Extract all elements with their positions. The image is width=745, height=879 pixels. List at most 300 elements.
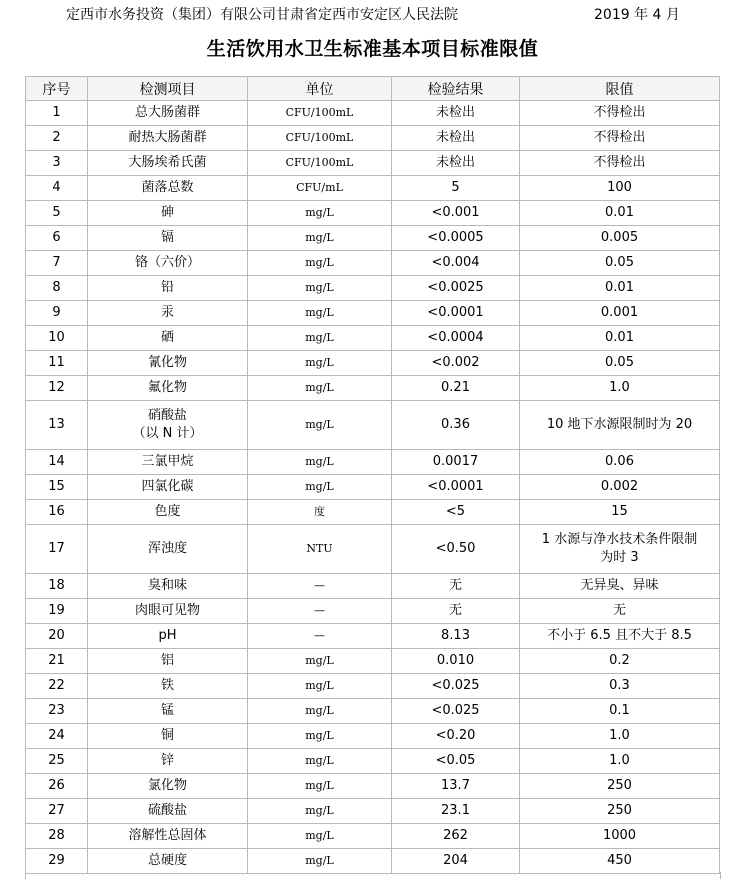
cell-no-text: 10 xyxy=(48,330,65,345)
cell-no xyxy=(26,126,88,151)
table-row xyxy=(26,824,720,849)
cell-item xyxy=(88,624,248,649)
table-row xyxy=(26,301,720,326)
cell-unit-text: mg/L xyxy=(305,356,334,369)
page-title: 生活饮用水卫生标准基本项目标准限值 xyxy=(206,38,539,60)
cell-limit xyxy=(520,450,720,475)
cell-item xyxy=(88,749,248,774)
cell-item xyxy=(88,525,248,574)
cell-result-text: 未检出 xyxy=(435,130,475,145)
cell-item-text: 硒 xyxy=(160,330,174,345)
cell-result xyxy=(392,749,520,774)
cell-limit-text: 无异臭、异味 xyxy=(580,578,659,593)
cell-unit-text: mg/L xyxy=(305,854,334,867)
cell-no-text: 29 xyxy=(48,853,65,868)
cell-item xyxy=(88,276,248,301)
cell-limit xyxy=(520,624,720,649)
cell-no xyxy=(26,475,88,500)
cell-limit-text: 1.0 xyxy=(609,753,630,768)
cell-limit xyxy=(520,699,720,724)
cell-no xyxy=(26,176,88,201)
cell-result-text: 5 xyxy=(451,180,460,195)
cell-limit xyxy=(520,674,720,699)
cell-result xyxy=(392,500,520,525)
cell-no xyxy=(26,799,88,824)
cell-item-text: 锰 xyxy=(160,703,174,718)
cell-result xyxy=(392,724,520,749)
cell-result-text: <0.0025 xyxy=(427,280,484,295)
cell-no xyxy=(26,749,88,774)
table-row xyxy=(26,574,720,599)
cell-result-text: <0.001 xyxy=(431,205,480,220)
cell-limit-text: 1 水源与净水技术条件限制 xyxy=(541,532,698,547)
cell-unit xyxy=(248,450,392,475)
cell-no xyxy=(26,351,88,376)
cell-item-text: 铜 xyxy=(160,728,174,743)
cell-result xyxy=(392,376,520,401)
cell-unit-text: mg/L xyxy=(305,231,334,244)
cell-no-text: 9 xyxy=(52,305,61,320)
cell-no xyxy=(26,574,88,599)
table-row xyxy=(26,674,720,699)
cell-item-text: 锌 xyxy=(160,753,174,768)
cell-no xyxy=(26,774,88,799)
cell-unit-text: NTU xyxy=(306,542,333,555)
cell-limit xyxy=(520,749,720,774)
cell-item xyxy=(88,101,248,126)
cell-limit-text: 0.05 xyxy=(605,355,634,370)
cell-limit-text: 0.01 xyxy=(605,280,634,295)
cell-limit xyxy=(520,276,720,301)
cell-unit xyxy=(248,475,392,500)
cell-unit xyxy=(248,301,392,326)
table-row xyxy=(26,599,720,624)
cell-item-text: 硫酸盐 xyxy=(147,803,187,818)
cell-unit xyxy=(248,749,392,774)
cell-result xyxy=(392,624,520,649)
cell-limit xyxy=(520,599,720,624)
table-continuation-edge xyxy=(25,872,721,879)
cell-item xyxy=(88,176,248,201)
cell-limit xyxy=(520,376,720,401)
cell-result-text: <0.004 xyxy=(431,255,480,270)
cell-item xyxy=(88,251,248,276)
cell-item-text: 大肠埃希氏菌 xyxy=(128,155,207,170)
cell-unit-text: — xyxy=(314,604,325,617)
cell-no-text: 22 xyxy=(48,678,65,693)
cell-limit xyxy=(520,326,720,351)
cell-limit-text: 0.01 xyxy=(605,205,634,220)
cell-result xyxy=(392,351,520,376)
cell-unit xyxy=(248,276,392,301)
cell-limit xyxy=(520,574,720,599)
cell-unit-text: mg/L xyxy=(305,804,334,817)
cell-result-text: 23.1 xyxy=(441,803,470,818)
cell-no-text: 5 xyxy=(52,205,61,220)
cell-no xyxy=(26,401,88,450)
cell-result xyxy=(392,799,520,824)
cell-limit xyxy=(520,201,720,226)
cell-item xyxy=(88,226,248,251)
cell-limit xyxy=(520,824,720,849)
cell-result xyxy=(392,276,520,301)
cell-result xyxy=(392,101,520,126)
cell-item xyxy=(88,649,248,674)
cell-item-text: 汞 xyxy=(160,305,174,320)
cell-unit xyxy=(248,599,392,624)
cell-unit-text: mg/L xyxy=(305,704,334,717)
cell-no-text: 7 xyxy=(52,255,61,270)
cell-limit-text: 1000 xyxy=(602,828,637,843)
column-header-item: 检测项目 xyxy=(88,77,248,101)
column-header-no: 序号 xyxy=(26,77,88,101)
table-row xyxy=(26,276,720,301)
cell-no xyxy=(26,201,88,226)
cell-no xyxy=(26,849,88,874)
cell-unit xyxy=(248,849,392,874)
cell-item xyxy=(88,201,248,226)
cell-no-text: 2 xyxy=(52,130,61,145)
cell-no xyxy=(26,276,88,301)
cell-no-text: 23 xyxy=(48,703,65,718)
cell-result-text: 0.36 xyxy=(441,417,470,432)
table-row xyxy=(26,126,720,151)
cell-unit-text: mg/L xyxy=(305,455,334,468)
cell-result xyxy=(392,450,520,475)
table-row xyxy=(26,724,720,749)
cell-unit xyxy=(248,226,392,251)
cell-unit xyxy=(248,401,392,450)
cell-result xyxy=(392,251,520,276)
cell-result xyxy=(392,849,520,874)
cell-no xyxy=(26,824,88,849)
cell-limit xyxy=(520,724,720,749)
cell-unit xyxy=(248,674,392,699)
cell-result-text: <0.002 xyxy=(431,355,480,370)
cell-limit xyxy=(520,849,720,874)
cell-result xyxy=(392,774,520,799)
cell-result xyxy=(392,151,520,176)
table-row xyxy=(26,376,720,401)
cell-item xyxy=(88,699,248,724)
cell-no-text: 13 xyxy=(48,417,65,432)
cell-limit xyxy=(520,151,720,176)
table-row xyxy=(26,226,720,251)
cell-item-text: 铝 xyxy=(160,653,174,668)
cell-unit-text: mg/L xyxy=(305,754,334,767)
column-header-limit: 限值 xyxy=(520,77,720,101)
cell-result-text: 13.7 xyxy=(441,778,470,793)
cell-item xyxy=(88,301,248,326)
cell-item-text: 三氯甲烷 xyxy=(141,454,194,469)
cell-unit xyxy=(248,376,392,401)
table-row xyxy=(26,799,720,824)
cell-no xyxy=(26,301,88,326)
cell-result-text: 未检出 xyxy=(435,105,475,120)
table-row xyxy=(26,101,720,126)
cell-unit-text: mg/L xyxy=(305,779,334,792)
cell-limit-text: 0.05 xyxy=(605,255,634,270)
cell-item xyxy=(88,824,248,849)
cell-result-text: <0.0001 xyxy=(427,305,484,320)
cell-no xyxy=(26,624,88,649)
cell-limit-text-line2: 为时 3 xyxy=(600,550,639,565)
cell-unit-text: mg/L xyxy=(305,306,334,319)
cell-no xyxy=(26,599,88,624)
cell-no-text: 18 xyxy=(48,578,65,593)
cell-no-text: 11 xyxy=(48,355,65,370)
cell-limit xyxy=(520,251,720,276)
table-row xyxy=(26,251,720,276)
cell-item xyxy=(88,849,248,874)
cell-result-text: <0.0005 xyxy=(427,230,484,245)
cell-limit-text: 15 xyxy=(611,504,628,519)
cell-unit-text: 度 xyxy=(314,505,325,518)
cell-item-text: 总硬度 xyxy=(147,853,187,868)
cell-result xyxy=(392,649,520,674)
cell-result-text: 0.0017 xyxy=(432,454,479,469)
cell-limit xyxy=(520,101,720,126)
cell-item xyxy=(88,351,248,376)
cell-limit xyxy=(520,525,720,574)
cell-unit-text: — xyxy=(314,629,325,642)
cell-result-text: 0.21 xyxy=(441,380,470,395)
cell-limit-text: 250 xyxy=(607,803,632,818)
cell-unit-text: mg/L xyxy=(305,480,334,493)
cell-limit xyxy=(520,799,720,824)
cell-item-text: 耐热大肠菌群 xyxy=(128,130,207,145)
cell-unit xyxy=(248,624,392,649)
cell-limit-text: 不小于 6.5 且不大于 8.5 xyxy=(547,628,692,643)
report-date: 2019 年 4 月 xyxy=(594,7,680,23)
cell-result-text: <0.50 xyxy=(435,541,476,556)
cell-limit-text: 0.1 xyxy=(609,703,630,718)
cell-unit-text: mg/L xyxy=(305,256,334,269)
cell-item-text: 色度 xyxy=(154,504,181,519)
cell-no xyxy=(26,699,88,724)
cell-unit-text: mg/L xyxy=(305,829,334,842)
cell-limit-text: 250 xyxy=(607,778,632,793)
cell-item-text: 氰化物 xyxy=(147,355,187,370)
cell-limit-text: 0.01 xyxy=(605,330,634,345)
cell-item-text-line2: （以 N 计） xyxy=(132,426,203,441)
cell-result-text: <0.025 xyxy=(431,703,480,718)
table-row xyxy=(26,749,720,774)
cell-unit-text: CFU/100mL xyxy=(285,156,354,169)
cell-unit-text: — xyxy=(314,579,325,592)
cell-no-text: 16 xyxy=(48,504,65,519)
organization-name: 定西市水务投资（集团）有限公司甘肃省定西市安定区人民法院 xyxy=(66,7,458,23)
cell-item xyxy=(88,376,248,401)
cell-item xyxy=(88,401,248,450)
cell-no xyxy=(26,674,88,699)
cell-item xyxy=(88,151,248,176)
cell-result-text: <5 xyxy=(445,504,466,519)
cell-item-text: 氯化物 xyxy=(147,778,187,793)
cell-unit-text: mg/L xyxy=(305,729,334,742)
cell-item-text: 铁 xyxy=(160,678,174,693)
table-row xyxy=(26,450,720,475)
cell-limit xyxy=(520,500,720,525)
cell-limit xyxy=(520,301,720,326)
cell-limit-text: 0.3 xyxy=(609,678,630,693)
cell-unit xyxy=(248,724,392,749)
cell-item-text: 四氯化碳 xyxy=(141,479,194,494)
cell-unit xyxy=(248,201,392,226)
cell-no xyxy=(26,376,88,401)
cell-item-text: 硝酸盐 xyxy=(147,408,187,423)
table-row xyxy=(26,401,720,450)
column-header-unit: 单位 xyxy=(248,77,392,101)
cell-limit-text: 1.0 xyxy=(609,380,630,395)
cell-limit xyxy=(520,649,720,674)
cell-item xyxy=(88,126,248,151)
cell-result xyxy=(392,699,520,724)
standards-table xyxy=(25,76,720,874)
cell-limit-text: 0.06 xyxy=(605,454,634,469)
cell-limit-text: 10 地下水源限制时为 20 xyxy=(546,417,693,432)
cell-result xyxy=(392,525,520,574)
cell-no xyxy=(26,649,88,674)
cell-limit-text: 1.0 xyxy=(609,728,630,743)
cell-unit xyxy=(248,500,392,525)
cell-unit-text: mg/L xyxy=(305,418,334,431)
cell-no xyxy=(26,101,88,126)
cell-no-text: 17 xyxy=(48,541,65,556)
cell-unit-text: mg/L xyxy=(305,654,334,667)
cell-no xyxy=(26,226,88,251)
cell-limit xyxy=(520,176,720,201)
cell-item xyxy=(88,724,248,749)
cell-item-text: 肉眼可见物 xyxy=(134,603,200,618)
cell-no xyxy=(26,724,88,749)
cell-limit xyxy=(520,401,720,450)
cell-result xyxy=(392,475,520,500)
cell-unit xyxy=(248,351,392,376)
cell-no-text: 24 xyxy=(48,728,65,743)
cell-result xyxy=(392,574,520,599)
cell-no-text: 15 xyxy=(48,479,65,494)
cell-result-text: <0.05 xyxy=(435,753,476,768)
cell-unit-text: CFU/100mL xyxy=(285,131,354,144)
cell-limit xyxy=(520,226,720,251)
table-row xyxy=(26,201,720,226)
cell-limit-text: 不得检出 xyxy=(593,155,646,170)
table-row xyxy=(26,176,720,201)
cell-unit xyxy=(248,126,392,151)
cell-limit-text: 不得检出 xyxy=(593,130,646,145)
cell-item-text: 铅 xyxy=(160,280,174,295)
cell-unit xyxy=(248,251,392,276)
table-row xyxy=(26,351,720,376)
cell-item xyxy=(88,500,248,525)
cell-no xyxy=(26,450,88,475)
cell-item-text: 溶解性总固体 xyxy=(128,828,207,843)
cell-result-text: <0.0001 xyxy=(427,479,484,494)
cell-result-text: 无 xyxy=(448,578,462,593)
cell-unit xyxy=(248,326,392,351)
cell-item xyxy=(88,599,248,624)
cell-item-text: pH xyxy=(158,628,177,643)
cell-result-text: 8.13 xyxy=(441,628,470,643)
cell-result xyxy=(392,674,520,699)
cell-unit-text: mg/L xyxy=(305,381,334,394)
cell-result-text: <0.025 xyxy=(431,678,480,693)
cell-result xyxy=(392,599,520,624)
cell-limit xyxy=(520,351,720,376)
cell-unit xyxy=(248,649,392,674)
cell-unit xyxy=(248,774,392,799)
cell-limit xyxy=(520,774,720,799)
cell-limit-text: 0.002 xyxy=(600,479,639,494)
cell-item xyxy=(88,799,248,824)
cell-unit-text: CFU/mL xyxy=(296,181,343,194)
cell-item xyxy=(88,574,248,599)
cell-result xyxy=(392,301,520,326)
cell-item-text: 总大肠菌群 xyxy=(134,105,200,120)
cell-no-text: 20 xyxy=(48,628,65,643)
cell-result xyxy=(392,401,520,450)
cell-no-text: 1 xyxy=(52,105,61,120)
cell-unit-text: mg/L xyxy=(305,679,334,692)
cell-unit-text: mg/L xyxy=(305,331,334,344)
cell-result xyxy=(392,824,520,849)
cell-item xyxy=(88,774,248,799)
cell-limit xyxy=(520,475,720,500)
cell-result-text: <0.20 xyxy=(435,728,476,743)
cell-no-text: 27 xyxy=(48,803,65,818)
cell-limit-text: 无 xyxy=(612,603,626,618)
cell-result xyxy=(392,326,520,351)
cell-item xyxy=(88,475,248,500)
cell-unit xyxy=(248,151,392,176)
cell-unit-text: CFU/100mL xyxy=(285,106,354,119)
cell-item-text: 铬（六价） xyxy=(134,255,200,270)
cell-no xyxy=(26,251,88,276)
cell-no xyxy=(26,151,88,176)
cell-item xyxy=(88,450,248,475)
cell-no xyxy=(26,326,88,351)
cell-unit xyxy=(248,699,392,724)
cell-result xyxy=(392,226,520,251)
cell-result-text: <0.0004 xyxy=(427,330,484,345)
cell-unit xyxy=(248,574,392,599)
cell-result-text: 无 xyxy=(448,603,462,618)
cell-item xyxy=(88,326,248,351)
table-row xyxy=(26,151,720,176)
table-row xyxy=(26,774,720,799)
cell-result xyxy=(392,126,520,151)
cell-no-text: 21 xyxy=(48,653,65,668)
table-row xyxy=(26,849,720,874)
cell-item-text: 砷 xyxy=(160,205,174,220)
cell-limit-text: 450 xyxy=(607,853,632,868)
table-row xyxy=(26,699,720,724)
cell-no xyxy=(26,525,88,574)
table-row xyxy=(26,525,720,574)
cell-no-text: 4 xyxy=(52,180,61,195)
cell-unit-text: mg/L xyxy=(305,281,334,294)
cell-item xyxy=(88,674,248,699)
cell-no-text: 28 xyxy=(48,828,65,843)
table-row xyxy=(26,475,720,500)
cell-limit-text: 0.001 xyxy=(600,305,639,320)
cell-item-text: 镉 xyxy=(160,230,174,245)
cell-item-text: 浑浊度 xyxy=(147,541,187,556)
cell-item-text: 臭和味 xyxy=(147,578,187,593)
table-row xyxy=(26,326,720,351)
cell-no-text: 12 xyxy=(48,380,65,395)
